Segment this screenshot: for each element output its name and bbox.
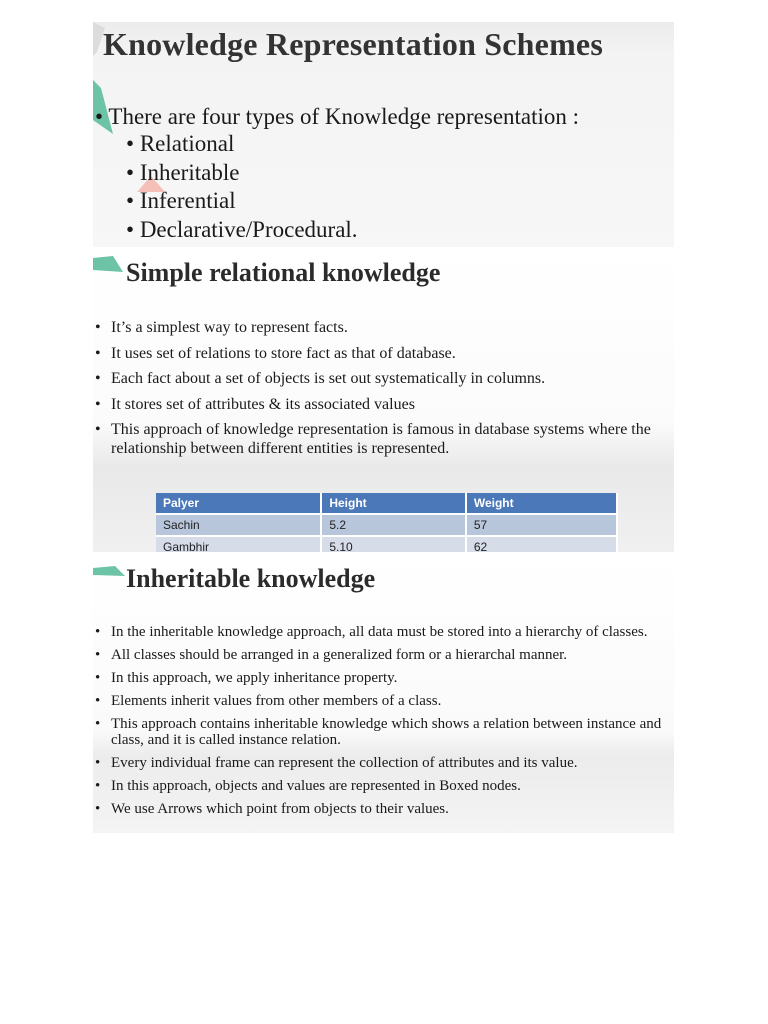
table-cell: Sachin <box>156 514 321 536</box>
teal-flag-decoration <box>93 566 127 578</box>
intro-line <box>95 104 579 130</box>
player-table <box>156 493 618 552</box>
bullet-list <box>95 319 665 458</box>
slide-title: Simple relational knowledge <box>126 258 441 287</box>
type-list <box>126 130 358 244</box>
slide-inheritable-knowledge <box>93 556 674 833</box>
table-header: Weight <box>466 493 617 514</box>
list-item: • All classes should be arranged in a generalized form or a hierarchal manner. <box>95 647 568 663</box>
slide-simple-relational-knowledge <box>93 252 674 552</box>
list-item: • Inheritable <box>126 159 240 185</box>
list-item: • It uses set of relations to store fact as that of database. <box>95 344 456 362</box>
teal-flag-decoration <box>93 256 125 274</box>
table-header: Height <box>321 493 466 514</box>
bullet-dot: • <box>95 104 109 129</box>
list-item: • This approach of knowledge representation is famous in database systems where the relationship between different entities is represented. <box>95 421 651 457</box>
slide-title: Inheritable knowledge <box>126 564 376 593</box>
table-header: Palyer <box>156 493 321 514</box>
slide-knowledge-representation-schemes <box>93 22 674 247</box>
slide-title: Knowledge Representation Schemes <box>103 26 603 62</box>
table-header-row <box>156 493 617 514</box>
table-row <box>156 514 617 536</box>
list-item: • Relational <box>126 131 235 156</box>
table-row <box>156 536 617 552</box>
list-item: • This approach contains inheritable knowledge which shows a relation between instance and class, and it is called instance relation. <box>95 716 662 748</box>
list-item: • In the inheritable knowledge approach, all data must be stored into a hierarchy of classes. <box>95 624 648 640</box>
list-item: • Every individual frame can represent the collection of attributes and its value. <box>95 755 578 771</box>
table-cell: 5.10 <box>321 536 466 552</box>
bullet-list <box>95 624 665 817</box>
list-item: • Declarative/Procedural. <box>126 216 358 242</box>
table-cell: 57 <box>466 514 617 536</box>
list-item: • We use Arrows which point from objects to their values. <box>95 801 449 817</box>
list-item: • Each fact about a set of objects is set out systematically in columns. <box>95 370 546 387</box>
intro-text: There are four types of Knowledge representation : <box>108 104 580 129</box>
list-item: • Elements inherit values from other members of a class. <box>95 693 442 709</box>
list-item: • It’s a simplest way to represent facts. <box>95 319 348 336</box>
list-item: • In this approach, objects and values are represented in Boxed nodes. <box>95 778 521 794</box>
table-cell: 62 <box>466 536 617 552</box>
table-cell: Gambhir <box>156 536 321 552</box>
table-cell: 5.2 <box>321 514 466 536</box>
list-item: • Inferential <box>126 188 236 213</box>
list-item: • It stores set of attributes & its associated values <box>95 395 415 413</box>
list-item: • In this approach, we apply inheritance property. <box>95 670 398 686</box>
